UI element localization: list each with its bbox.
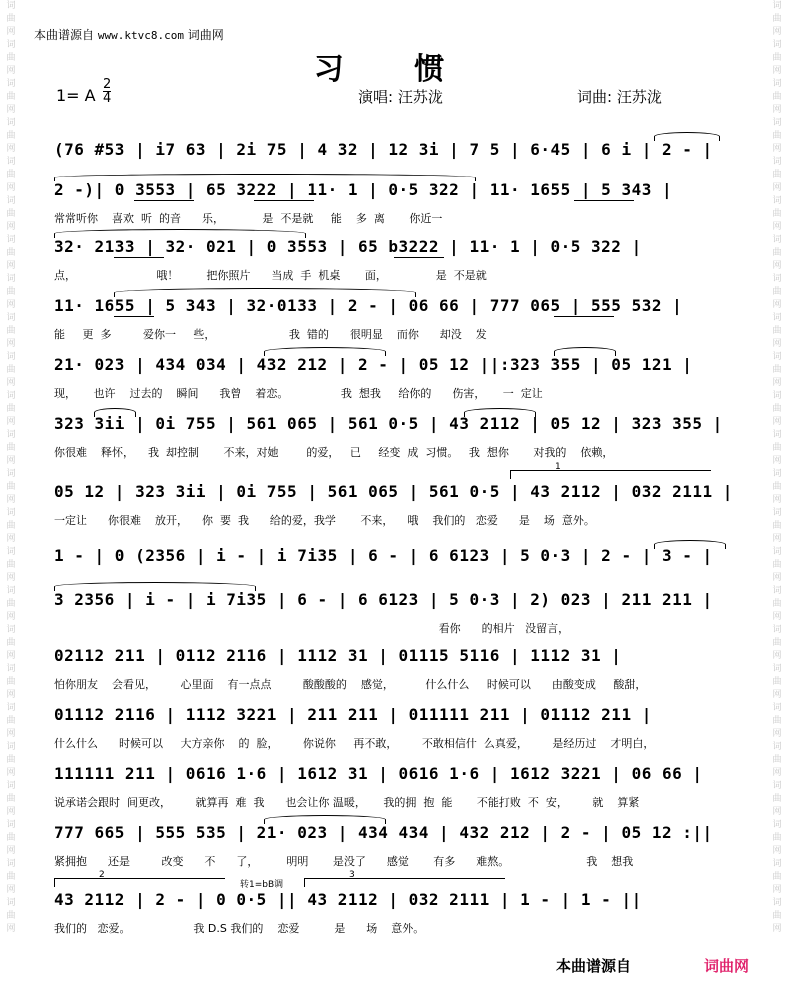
watermark-left: 词曲网词曲网词曲网词曲网词曲网词曲网词曲网词曲网词曲网词曲网词曲网词曲网词曲网词曲网词曲网词曲网词曲网词曲网词曲网词曲网词曲网词曲网词曲网词曲网 (6, 1, 16, 934)
song-title: 习 惯 (313, 52, 475, 87)
lyric-line: 看你 的相片 没留言， (54, 622, 570, 635)
lyric-line: 点， 哦！ 把你照片 当成 手 机桌 面， 是 不是就 (54, 269, 487, 282)
lyric-line: 你很难 释怀， 我 却控制 不来，对她 的爱， 已 经变 成 习惯。 我 想你 对我的 依赖， (54, 446, 614, 459)
watermark-right: 词曲网词曲网词曲网词曲网词曲网词曲网词曲网词曲网词曲网词曲网词曲网词曲网词曲网词曲网词曲网词曲网词曲网词曲网词曲网词曲网词曲网词曲网词曲网词曲网 (772, 1, 782, 934)
volta-two: 2 (99, 870, 105, 880)
meter-top: 2 (103, 77, 112, 92)
notation-line: 21· 023 | 434 034 | 432 212 | 2 - | 05 12 ||:323 355 | 05 121 | (54, 355, 693, 374)
notation-line: 43 2112 | 2 - | 0 0·5 || 43 2112 | 032 2111 | 1 - | 1 - || (54, 890, 642, 909)
time-signature (103, 78, 111, 105)
lyric-line: 紧拥抱 还是 改变 不 了， 明明 是没了 感觉 有多 难熬。 我 想我 (54, 855, 634, 868)
notation-line: 3 2356 | i - | i 7i35 | 6 - | 6 6123 | 5 0·3 | 2) 023 | 211 211 | (54, 590, 713, 609)
notation-line: 777 665 | 555 535 | 21· 023 | 434 434 | 432 212 | 2 - | 05 12 :|| (54, 823, 713, 842)
composer-credit: 词曲: 汪苏泷 (577, 88, 662, 106)
volta-three: 3 (349, 870, 355, 880)
notation-line: 111111 211 | 0616 1·6 | 1612 31 | 0616 1·6 | 1612 3221 | 06 66 | (54, 764, 703, 783)
source-url[interactable]: www.ktvc8.com (97, 29, 184, 42)
singer-credit: 演唱: 汪苏泷 (358, 88, 443, 106)
notation-line: 05 12 | 323 3ii | 0i 755 | 561 065 | 561 0·5 | 43 2112 | 032 2111 | (54, 482, 733, 501)
footer-source: 本曲谱源自 (556, 957, 632, 975)
lyric-line: 我们的 恋爱。 我 D.S 我们的 恋爱 是 场 意外。 (54, 922, 425, 935)
lyric-line: 常常听你 喜欢 听 的音 乐， 是 不是就 能 多 离 你近一 (54, 212, 443, 225)
key-signature: 1= A (56, 86, 96, 105)
lyric-line: 什么什么 时候可以 大方亲你 的 脸， 你说你 再不敢， 不敢相信什 么真爱， 是经历过 才明白， (54, 737, 655, 750)
notation-line: (76 #53 | i7 63 | 2i 75 | 4 32 | 12 3i | 7 5 | 6·45 | 6 i | 2 - | (54, 140, 713, 159)
modulation-mark: 转1=bB调 (240, 880, 284, 890)
source-prefix: 本曲谱源自 (34, 28, 95, 42)
volta-one: 1 (555, 462, 561, 472)
lyric-line: 能 更 多 爱你一 些， 我 错的 很明显 而你 却没 发 (54, 328, 487, 341)
source-line (34, 26, 224, 43)
notation-line: 11· 1655 | 5 343 | 32·0133 | 2 - | 06 66 | 777 065 | 555 532 | (54, 296, 683, 315)
notation-line: 1 - | 0 (2356 | i - | i 7i35 | 6 - | 6 6123 | 5 0·3 | 2 - | 3 - | (54, 546, 713, 565)
notation-line: 01112 2116 | 1112 3221 | 211 211 | 011111 211 | 01112 211 | (54, 705, 652, 724)
lyric-line: 怕你朋友 会看见， 心里面 有一点点 酸酸酸的 感觉， 什么什么 时候可以 由酸变成 酸甜， (54, 678, 647, 691)
source-site[interactable]: 词曲网 (187, 28, 224, 42)
notation-line: 32· 2133 | 32· 021 | 0 3553 | 65 b3222 | 11· 1 | 0·5 322 | (54, 237, 642, 256)
lyric-line: 一定让 你很难 放开， 你 要 我 给的爱，我学 不来， 哦 我们的 恋爱 是 场 意外。 (54, 514, 595, 527)
lyric-line: 现， 也许 过去的 瞬间 我曾 着恋。 我 想我 给你的 伤害， 一 定让 (54, 387, 543, 400)
footer-site[interactable]: 词曲网 (704, 957, 750, 975)
lyric-line: 说承诺会跟时 间更改， 就算再 难 我 也会让你 温暖， 我的拥 抱 能 不能打败 不 安， 就 算紧 (54, 796, 640, 809)
meter-bottom: 4 (103, 91, 112, 106)
notation-line: 2 -)| 0 3553 | 65 3222 | 11· 1 | 0·5 322 | 11· 1655 | 5 343 | (54, 180, 673, 199)
notation-line: 323 3ii | 0i 755 | 561 065 | 561 0·5 | 43 2112 | 05 12 | 323 355 | (54, 414, 723, 433)
notation-line: 02112 211 | 0112 2116 | 1112 31 | 01115 5116 | 1112 31 | (54, 646, 622, 665)
